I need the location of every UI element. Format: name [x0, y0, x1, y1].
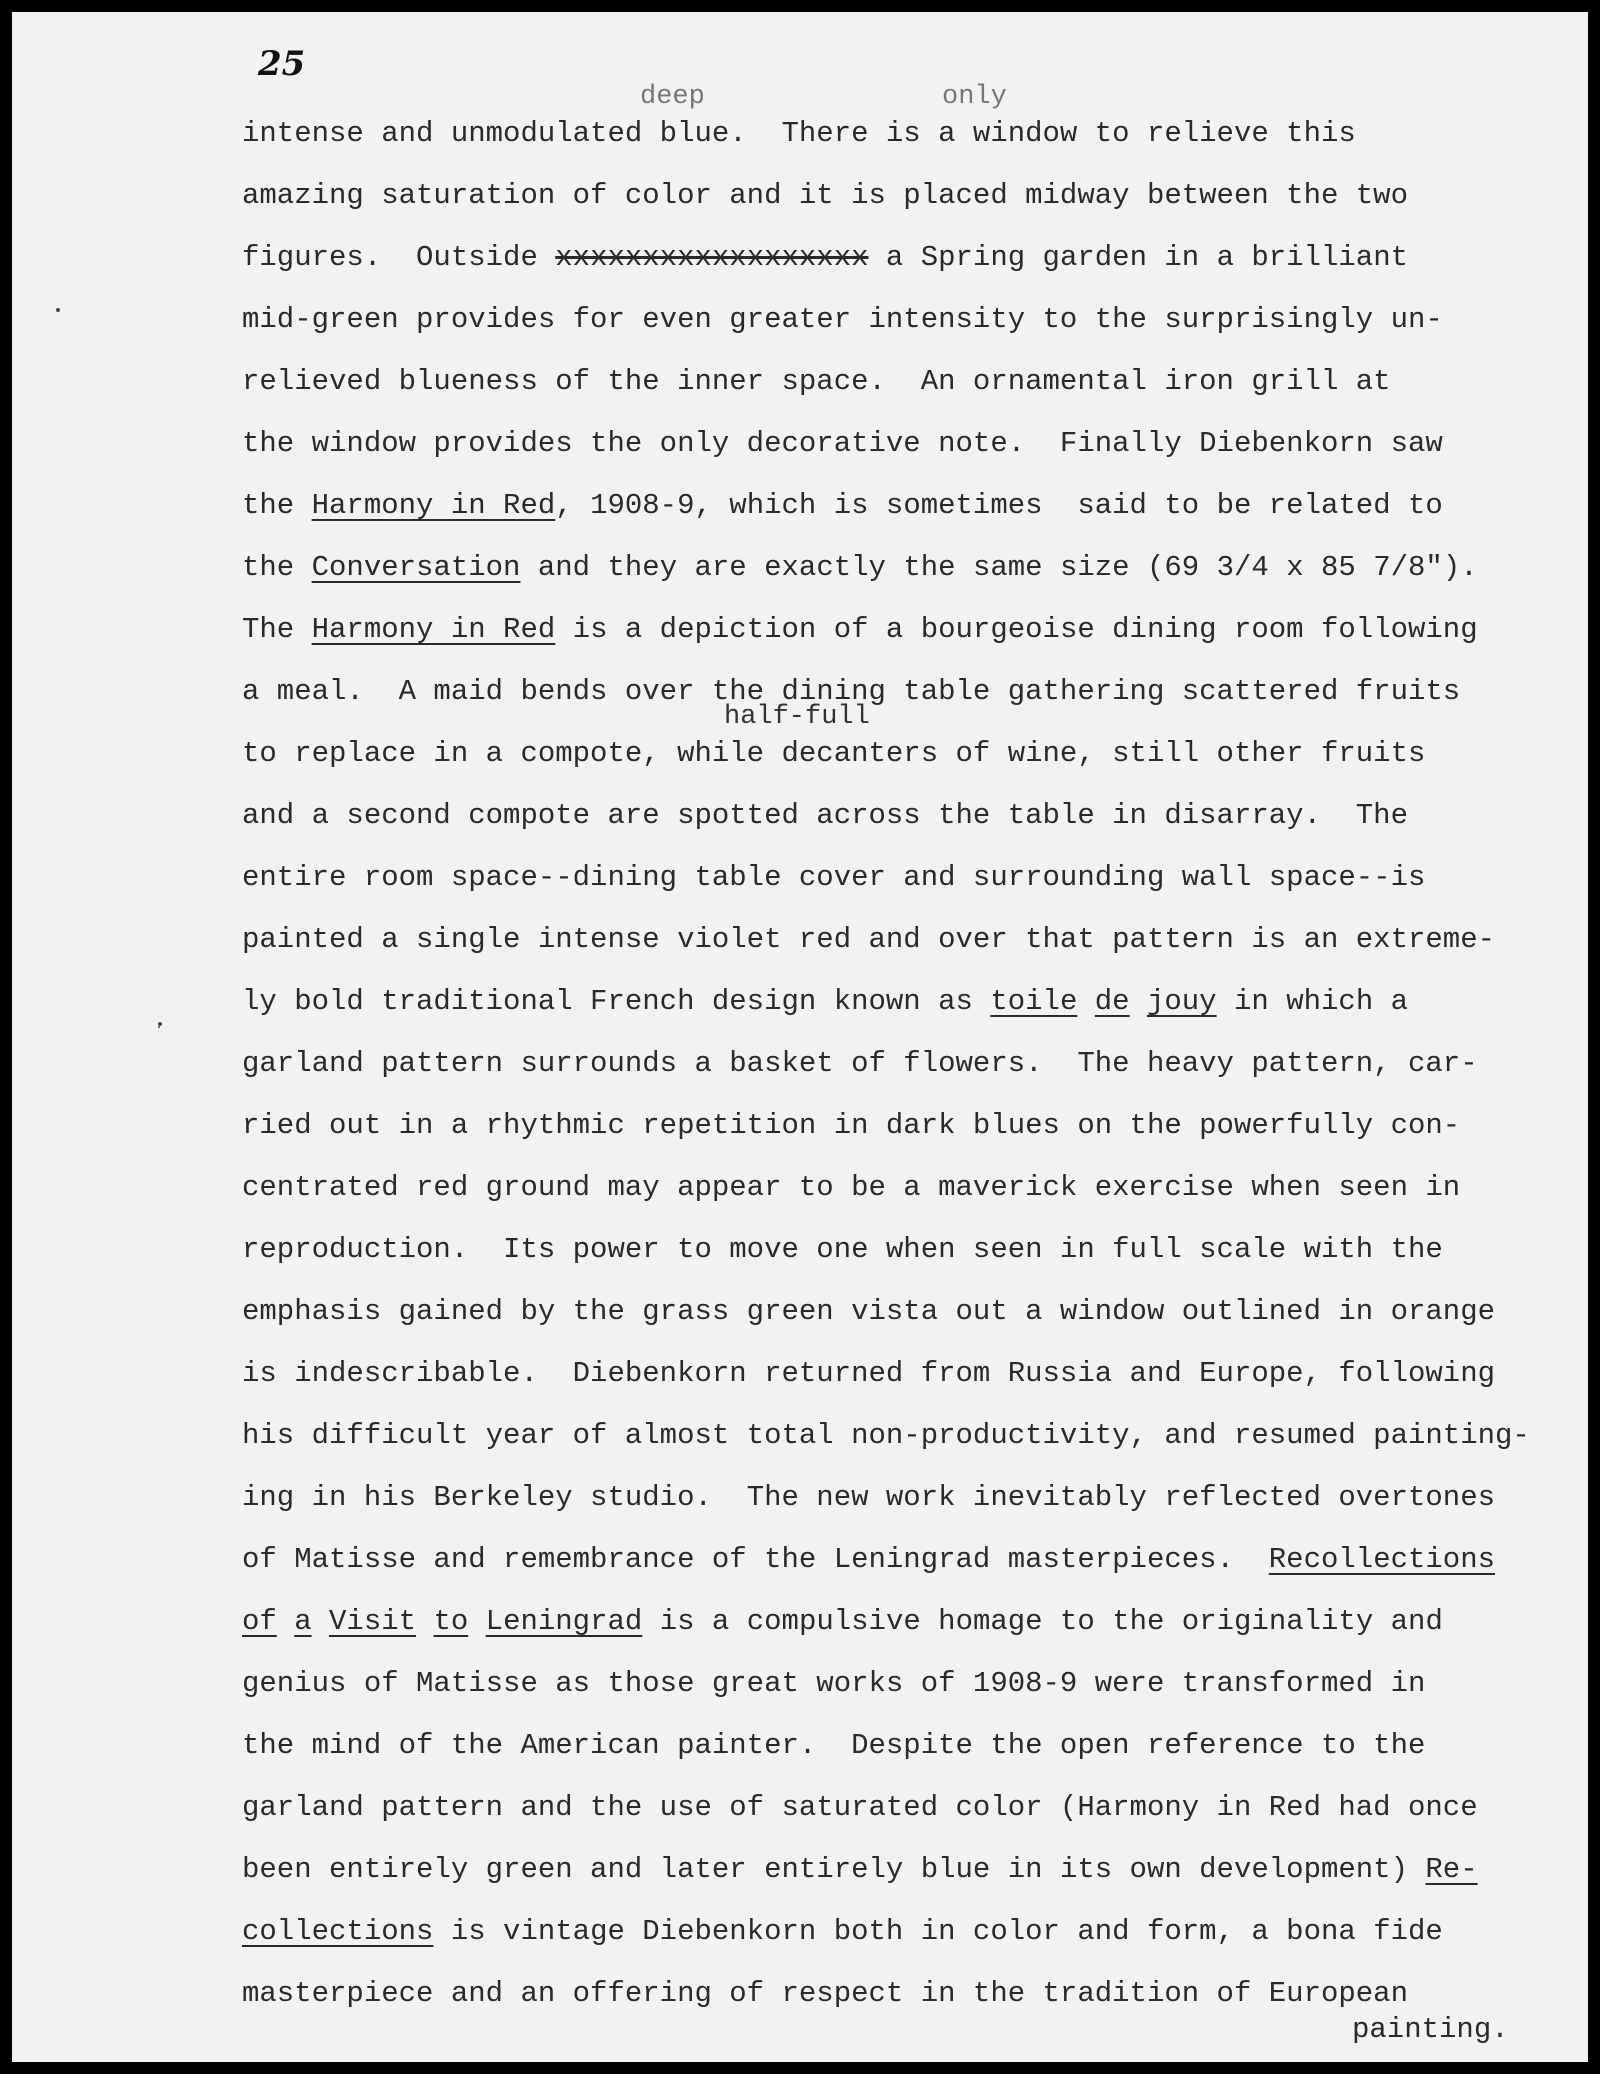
text-line: is indescribable. Diebenkorn returned from Russia and Europe, following [242, 1357, 1496, 1390]
underlined-title: Recollections [1268, 1543, 1496, 1576]
text-line: genius of Matisse as those great works of 1908-9 were transformed in [242, 1667, 1426, 1700]
underlined-title: a [294, 1605, 312, 1638]
text-line: painting. [1352, 2013, 1509, 2046]
text-line: collections is vintage Diebenkorn both in color and form, a bona fide [242, 1915, 1443, 1948]
insertion-only: only [942, 82, 1007, 112]
text-line: entire room space--dining table cover and surrounding wall space--is [242, 861, 1426, 894]
underlined-title: Leningrad [485, 1605, 643, 1638]
underlined-title: Harmony in Red [311, 613, 556, 646]
underlined-term: de [1094, 985, 1130, 1018]
underlined-title: Harmony in Red [311, 489, 556, 522]
page-number: 25 [258, 44, 306, 84]
underlined-term: toile [990, 985, 1078, 1018]
text-line: his difficult year of almost total non-productivity, and resumed painting- [242, 1419, 1530, 1452]
text-line: of Matisse and remembrance of the Leningrad masterpieces. Recollections [242, 1543, 1496, 1576]
underlined-title: Re- [1425, 1853, 1478, 1886]
text-line: garland pattern and the use of saturated color (Harmony in Red had once [242, 1791, 1478, 1824]
text-line: ried out in a rhythmic repetition in dark blues on the powerfully con- [242, 1109, 1461, 1142]
text-line: emphasis gained by the grass green vista out a window outlined in orange [242, 1295, 1496, 1328]
text-line: ly bold traditional French design known as toile de jouy in which a [242, 985, 1409, 1018]
insertion-deep: deep [640, 82, 705, 112]
text-line: been entirely green and later entirely blue in its own development) Re- [242, 1853, 1478, 1886]
text-line: garland pattern surrounds a basket of flowers. The heavy pattern, car- [242, 1047, 1478, 1080]
text-line: to replace in a compote, while decanters of wine, still other fruits [242, 737, 1426, 770]
text-line: ing in his Berkeley studio. The new work inevitably reflected overtones [242, 1481, 1496, 1514]
text-line: amazing saturation of color and it is placed midway between the two [242, 179, 1408, 212]
text-line: painted a single intense violet red and over that pattern is an extreme- [242, 923, 1496, 956]
text-line: a meal. A maid bends over the dining table gathering scattered fruits [242, 675, 1461, 708]
text-line: centrated red ground may appear to be a maverick exercise when seen in [242, 1171, 1461, 1204]
text-line: the Conversation and they are exactly the same size (69 3/4 x 85 7/8"). [242, 551, 1478, 584]
underlined-title: to [433, 1605, 469, 1638]
underlined-title: collections [242, 1915, 434, 1948]
struck-text: xxxxxxxxxxxxxxxxxx [555, 241, 869, 274]
stray-mark [158, 1026, 160, 1028]
text-line: masterpiece and an offering of respect in the tradition of European [242, 1977, 1408, 2010]
underlined-term: jouy [1146, 985, 1217, 1018]
text-line: and a second compote are spotted across the table in disarray. The [242, 799, 1408, 832]
typescript-page [12, 12, 1588, 2062]
text-line: The Harmony in Red is a depiction of a bourgeoise dining room following [242, 613, 1478, 646]
text-line: relieved blueness of the inner space. An ornamental iron grill at [242, 365, 1391, 398]
text-line: reproduction. Its power to move one when seen in full scale with the [242, 1233, 1443, 1266]
text-line: intense and unmodulated blue. There is a window to relieve this [242, 117, 1356, 150]
text-line: figures. Outside xxxxxxxxxxxxxxxxxx a Spring garden in a brilliant [242, 241, 1409, 274]
text-line: the Harmony in Red, 1908-9, which is sometimes said to be related to [242, 489, 1443, 522]
text-line: the mind of the American painter. Despite the open reference to the [242, 1729, 1426, 1762]
stray-mark [56, 308, 60, 312]
underlined-title: Visit [329, 1605, 417, 1638]
underlined-title: Conversation [311, 551, 521, 584]
underlined-title: of [242, 1605, 277, 1638]
text-line: of a Visit to Leningrad is a compulsive homage to the originality and [242, 1605, 1443, 1638]
text-line: mid-green provides for even greater intensity to the surprisingly un- [242, 303, 1443, 336]
text-line: the window provides the only decorative note. Finally Diebenkorn saw [242, 427, 1443, 460]
insertion-half-full: half-full [724, 702, 870, 732]
